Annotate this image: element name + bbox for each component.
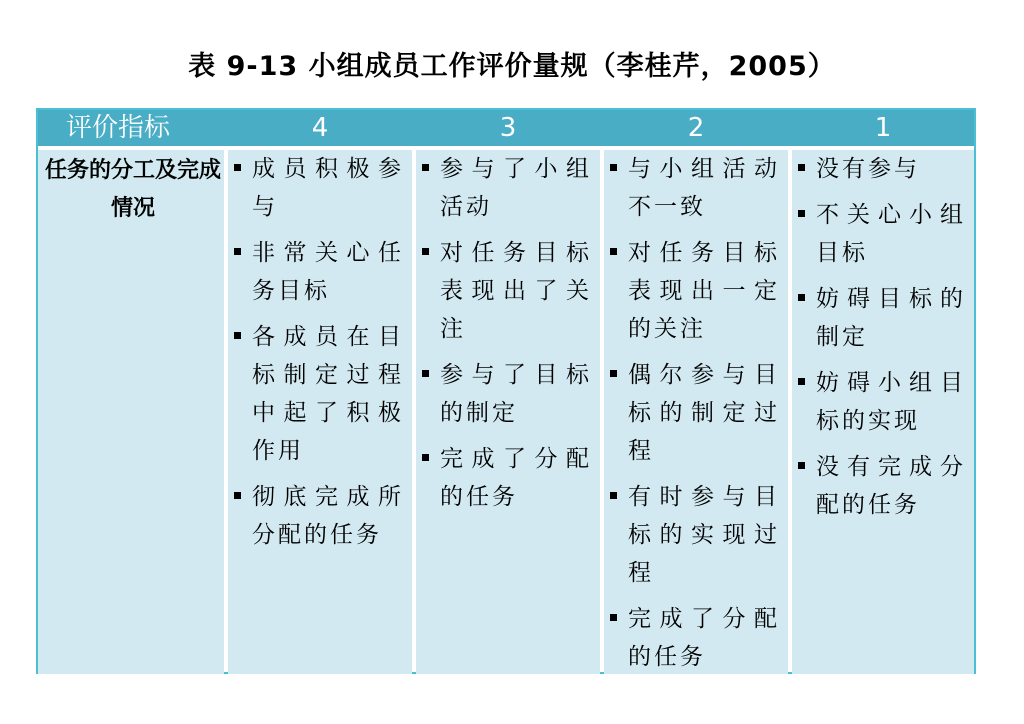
indicator-cell <box>38 150 224 674</box>
bullet-icon <box>234 164 241 171</box>
header-indicator: 评价指标 <box>66 113 171 143</box>
bullet-icon <box>610 492 617 499</box>
list-item: 完成了分配的任务 <box>610 600 780 676</box>
list-item: 对任务目标表现出了关注 <box>422 234 592 348</box>
bullet-icon <box>234 332 241 339</box>
list-item: 不关心小组目标 <box>798 196 966 272</box>
list-item: 妨碍小组目标的实现 <box>798 364 966 440</box>
page-title: 表 9-13 小组成员工作评价量规（李桂芹，2005） <box>188 51 836 82</box>
header-level-1: 1 <box>874 113 892 143</box>
bullet-icon <box>610 614 617 621</box>
bullet-icon <box>234 492 241 499</box>
bullet-icon <box>798 378 805 385</box>
bullet-icon <box>422 370 429 377</box>
list-item: 参与了目标的制定 <box>422 356 592 432</box>
bullet-icon <box>422 164 429 171</box>
list-item: 有时参与目标的实现过程 <box>610 478 780 592</box>
bullet-icon <box>798 462 805 469</box>
list-item: 完成了分配的任务 <box>422 440 592 516</box>
list-item: 对任务目标表现出一定的关注 <box>610 234 780 348</box>
level-4-list <box>234 150 404 562</box>
bullet-icon <box>422 454 429 461</box>
list-item: 成员积极参与 <box>234 150 404 226</box>
header-level-3: 3 <box>499 113 517 143</box>
level-1-list <box>798 150 966 532</box>
header-level-4: 4 <box>311 113 329 143</box>
bullet-icon <box>610 164 617 171</box>
list-item: 各成员在目标制定过程中起了积极作用 <box>234 318 404 470</box>
list-item: 与小组活动不一致 <box>610 150 780 226</box>
list-item: 非常关心任务目标 <box>234 234 404 310</box>
indicator-label: 任务的分工及完成情况 <box>44 158 221 221</box>
bullet-icon <box>798 210 805 217</box>
level-2-list <box>610 150 780 684</box>
list-item: 偶尔参与目标的制定过程 <box>610 356 780 470</box>
list-item: 参与了小组活动 <box>422 150 592 226</box>
list-item: 彻底完成所分配的任务 <box>234 478 404 554</box>
level-3-list <box>422 150 592 524</box>
list-item: 妨碍目标的制定 <box>798 280 966 356</box>
bullet-icon <box>234 248 241 255</box>
header-level-2: 2 <box>687 113 705 143</box>
bullet-icon <box>798 164 805 171</box>
list-item: 没有参与 <box>798 150 966 188</box>
bullet-icon <box>610 370 617 377</box>
bullet-icon <box>798 294 805 301</box>
list-item: 没有完成分配的任务 <box>798 448 966 524</box>
rubric-table <box>36 108 976 674</box>
bullet-icon <box>422 248 429 255</box>
table-header-row <box>38 110 974 146</box>
bullet-icon <box>610 248 617 255</box>
